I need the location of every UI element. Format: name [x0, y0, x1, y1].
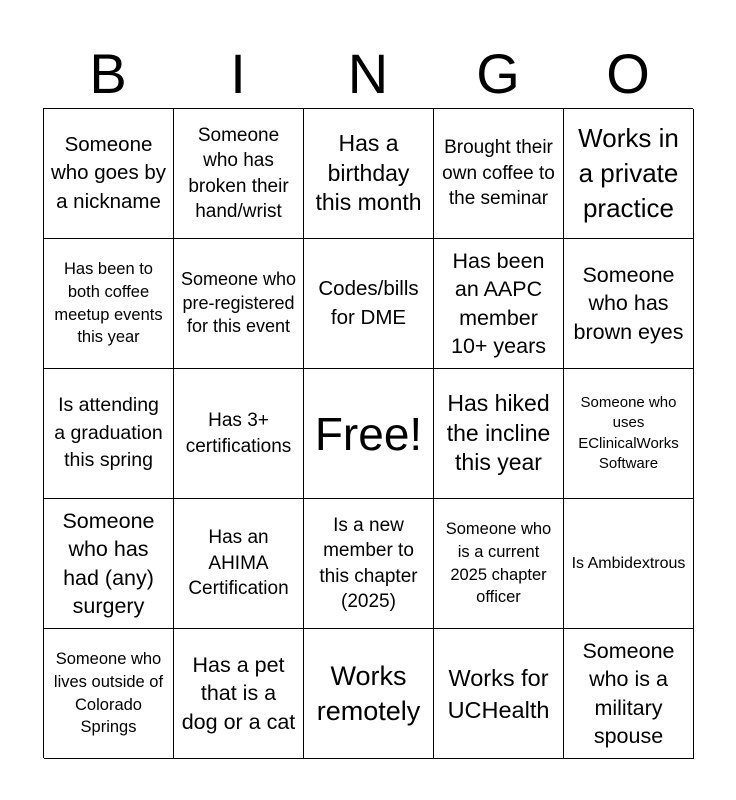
- cell-text: Someone who is a current 2025 chapter officer: [445, 520, 552, 607]
- bingo-cell-i2[interactable]: [174, 239, 304, 369]
- bingo-cell-i4[interactable]: [174, 499, 304, 629]
- header-letter-n: N: [347, 42, 389, 105]
- cell-text: Works in a private practice: [578, 123, 679, 223]
- bingo-cell-o5[interactable]: [564, 629, 694, 759]
- bingo-cell-g4[interactable]: [434, 499, 564, 629]
- bingo-cell-n1[interactable]: [304, 109, 434, 239]
- header-letter-b: B: [89, 42, 127, 105]
- cell-text: Works for UCHealth: [447, 664, 550, 723]
- bingo-cell-b5[interactable]: [44, 629, 174, 759]
- cell-text: Has hiked the incline this year: [446, 390, 551, 476]
- bingo-cell-o4[interactable]: [564, 499, 694, 629]
- bingo-cell-g3[interactable]: [434, 369, 564, 499]
- bingo-cell-g1[interactable]: [434, 109, 564, 239]
- cell-text: Has been an AAPC member 10+ years: [450, 248, 547, 358]
- header-letter-g: G: [476, 42, 520, 105]
- cell-text: Someone who lives outside of Colorado Springs: [53, 650, 164, 737]
- bingo-cell-n4[interactable]: [304, 499, 434, 629]
- cell-text: Is Ambidextrous: [571, 554, 686, 572]
- header-letter-i: I: [230, 42, 246, 105]
- bingo-cell-o3[interactable]: [564, 369, 694, 499]
- bingo-cell-n3-free[interactable]: [304, 369, 434, 499]
- bingo-cell-i5[interactable]: [174, 629, 304, 759]
- bingo-cell-o2[interactable]: [564, 239, 694, 369]
- cell-text: Someone who has brown eyes: [573, 262, 684, 344]
- bingo-cell-i3[interactable]: [174, 369, 304, 499]
- bingo-cell-n5[interactable]: [304, 629, 434, 759]
- cell-text: Is a new member to this chapter (2025): [319, 514, 418, 612]
- cell-text: Someone who uses EClinicalWorks Software: [578, 393, 679, 472]
- cell-text: Has an AHIMA Certification: [188, 527, 289, 600]
- bingo-header: [43, 40, 693, 108]
- cell-text: Is attending a graduation this spring: [54, 394, 163, 472]
- cell-text: Someone who has had (any) surgery: [62, 508, 155, 618]
- cell-text: Someone who goes by a nickname: [50, 132, 167, 213]
- bingo-cell-b2[interactable]: [44, 239, 174, 369]
- header-letter-o: O: [606, 42, 650, 105]
- cell-text: Has been to both coffee meetup events this year: [54, 260, 163, 347]
- bingo-cell-b4[interactable]: [44, 499, 174, 629]
- bingo-cell-g5[interactable]: [434, 629, 564, 759]
- cell-text: Has a pet that is a dog or a cat: [181, 652, 296, 734]
- bingo-cell-i1[interactable]: [174, 109, 304, 239]
- bingo-cell-b3[interactable]: [44, 369, 174, 499]
- bingo-cell-b1[interactable]: [44, 109, 174, 239]
- cell-text: Someone who has broken their hand/wrist: [188, 124, 289, 222]
- cell-text: Works remotely: [316, 660, 421, 726]
- bingo-cell-n2[interactable]: [304, 239, 434, 369]
- cell-text: Has a birthday this month: [315, 130, 422, 216]
- cell-text: Someone who pre-registered for this event: [180, 268, 297, 337]
- cell-text: Brought their own coffee to the seminar: [442, 137, 555, 210]
- cell-text: Has 3+ certifications: [185, 410, 292, 457]
- cell-text: Codes/bills for DME: [318, 277, 419, 329]
- free-space-text: Free!: [314, 407, 423, 460]
- bingo-cell-g2[interactable]: [434, 239, 564, 369]
- bingo-board: [43, 108, 693, 758]
- bingo-cell-o1[interactable]: [564, 109, 694, 239]
- cell-text: Someone who is a military spouse: [582, 638, 675, 748]
